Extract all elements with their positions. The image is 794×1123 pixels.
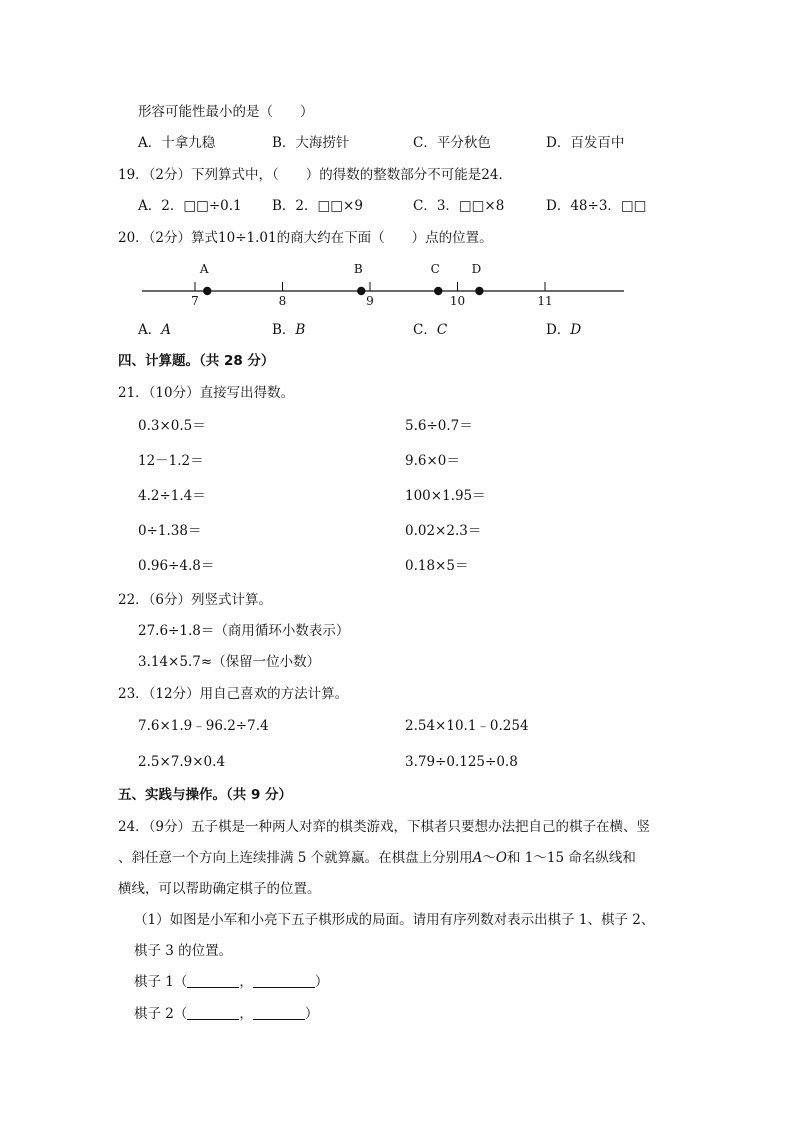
q21-left-1: 0.3×0.5＝ — [138, 418, 206, 434]
point-c — [434, 287, 442, 295]
q24-piece-2-end: ） — [304, 1006, 319, 1022]
q24-tilde: ～ — [482, 850, 496, 866]
q18-option-c[interactable]: C．平分秋色 — [413, 135, 491, 151]
q18-stem: 形容可能性最小的是（ ） — [138, 104, 314, 120]
q24-piece-1-blank-1[interactable] — [187, 975, 239, 988]
q18-option-b[interactable]: B．大海捞针 — [272, 135, 350, 151]
q23-left-1: 7.6×1.9﹣96.2÷7.4 — [138, 718, 269, 734]
point-label-b: B — [353, 262, 363, 276]
q20-option-d-letter: D — [570, 322, 582, 338]
section-5-title: 五、实践与操作。（共 9 分） — [118, 787, 293, 803]
q24-line-2 — [118, 849, 636, 867]
q21-right-4: 0.02×2.3＝ — [405, 523, 482, 539]
tick-label-8: 8 — [278, 294, 287, 308]
q24-sub1-line-1: （1）如图是小军和小亮下五子棋形成的局面。请用有序列数对表示出棋子 1、棋子 2、 — [134, 912, 655, 928]
q20-option-a[interactable] — [138, 321, 171, 339]
point-b — [357, 287, 365, 295]
q19-stem: 19．（2分）下列算式中，（ ）的得数的整数部分不可能是24． — [118, 167, 512, 183]
point-label-d: D — [471, 262, 482, 276]
q21-stem: 21．（10分）直接写出得数。 — [118, 385, 295, 401]
q20-option-d[interactable] — [546, 321, 581, 339]
q24-piece-1-sep: ， — [239, 974, 253, 990]
section-4-title: 四、计算题。（共 28 分） — [118, 353, 275, 369]
q24-var-o: O — [495, 850, 507, 866]
q20-stem: 20．（2分）算式10÷1.01的商大约在下面（ ）点的位置。 — [118, 230, 493, 246]
q24-piece-2-label: 棋子 2（ — [134, 1006, 188, 1022]
q22-item-2: 3.14×5.7≈（保留一位小数） — [138, 654, 321, 670]
number-line-figure — [138, 256, 628, 308]
q19-option-a[interactable]: A．2．□□÷0.1 — [138, 198, 242, 214]
q21-left-3: 4.2÷1.4＝ — [138, 488, 206, 504]
q20-option-b[interactable] — [272, 321, 305, 339]
q22-item-1: 27.6÷1.8＝（商用循环小数表示） — [138, 623, 350, 639]
q24-piece-2-blank-2[interactable] — [253, 1007, 305, 1020]
q18-option-a[interactable]: A．十拿九稳 — [138, 135, 216, 151]
q24-line-1: 24．（9分）五子棋是一种两人对弈的棋类游戏，下棋者只要想办法把自己的棋子在横、竖 — [118, 819, 651, 835]
tick-label-9: 9 — [366, 294, 374, 308]
q20-option-d-prefix: D． — [546, 322, 571, 338]
q24-piece-1-row — [134, 973, 328, 991]
q21-left-5: 0.96÷4.8＝ — [138, 558, 215, 574]
q18-option-d[interactable]: D．百发百中 — [546, 135, 625, 151]
q20-option-c-prefix: C． — [413, 322, 437, 338]
q19-option-d[interactable]: D．48÷3．□□ — [546, 198, 647, 214]
q20-option-c[interactable] — [413, 321, 447, 339]
q24-line-2-text: 、斜任意一个方向上连续排满 5 个就算赢。在棋盘上分别用 — [118, 850, 473, 866]
q23-stem: 23．（12分）用自己喜欢的方法计算。 — [118, 686, 349, 702]
tick-label-7: 7 — [191, 294, 199, 308]
q24-piece-1-blank-2[interactable] — [253, 975, 315, 988]
q24-piece-2-sep: ， — [239, 1006, 253, 1022]
q24-sub1-line-2: 棋子 3 的位置。 — [134, 943, 233, 959]
q23-right-2: 3.79÷0.125÷0.8 — [405, 754, 518, 770]
q24-piece-1-end: ） — [314, 974, 329, 990]
tick-label-10: 10 — [449, 294, 466, 308]
q22-stem: 22．（6分）列竖式计算。 — [118, 592, 273, 608]
q21-right-3: 100×1.95＝ — [405, 488, 486, 504]
q24-line-2-tail: 和 1～15 命名纵线和 — [507, 850, 636, 866]
q21-left-2: 12－1.2＝ — [138, 453, 204, 469]
q19-option-b[interactable]: B．2．□□×9 — [272, 198, 363, 214]
q24-piece-1-label: 棋子 1（ — [134, 974, 188, 990]
point-label-c: C — [430, 262, 440, 276]
point-label-a: A — [199, 262, 209, 276]
q24-piece-2-row — [134, 1005, 318, 1023]
q19-option-c[interactable]: C．3．□□×8 — [413, 198, 505, 214]
q21-right-1: 5.6÷0.7＝ — [405, 418, 473, 434]
q24-piece-2-blank-1[interactable] — [187, 1007, 239, 1020]
q20-option-c-letter: C — [436, 322, 448, 338]
q20-option-b-letter: B — [295, 322, 306, 338]
q24-var-a: A — [472, 850, 483, 866]
q20-option-a-prefix: A． — [138, 322, 162, 338]
q20-option-a-letter: A — [161, 322, 171, 338]
point-a — [203, 287, 211, 295]
q23-right-1: 2.54×10.1﹣0.254 — [405, 718, 529, 734]
point-d — [475, 287, 483, 295]
tick-label-11: 11 — [537, 294, 553, 308]
q21-right-2: 9.6×0＝ — [405, 453, 460, 469]
q23-left-2: 2.5×7.9×0.4 — [138, 754, 226, 770]
q20-option-b-prefix: B． — [272, 322, 296, 338]
q21-left-4: 0÷1.38＝ — [138, 523, 202, 539]
q21-right-5: 0.18×5＝ — [405, 558, 469, 574]
q24-line-3: 横线，可以帮助确定棋子的位置。 — [118, 881, 321, 897]
